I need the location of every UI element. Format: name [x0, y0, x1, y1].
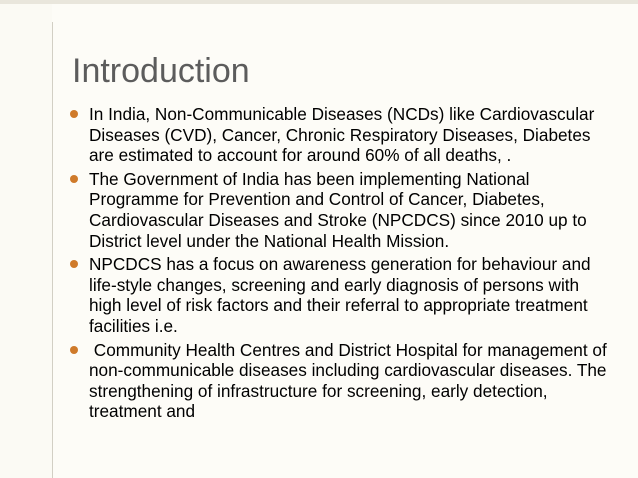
- slide-left-margin: [0, 4, 52, 478]
- bullet-dot-icon: [70, 346, 78, 354]
- bullet-text: Community Health Centres and District Hospital for management of non-communicable diseases including cardiovascular diseases. The strengthening of infrastructure for screening, early detection, treatment and: [89, 339, 612, 422]
- bullet-list: [70, 104, 610, 425]
- bullet-item: [70, 340, 610, 422]
- bullet-text: In India, Non-Communicable Diseases (NCDs) like Cardiovascular Diseases (CVD), Cancer, Chronic Respiratory Diseases, Diabetes are estimated to account for around 60% of all deaths, .: [89, 104, 595, 166]
- slide-top-border: [0, 0, 638, 4]
- slide-title: Introduction: [72, 52, 250, 90]
- bullet-text: NPCDCS has a focus on awareness generation for behaviour and life-style changes, screening and early diagnosis of persons with high level of risk factors and their referral to appropriate treatment facilities i.e.: [89, 254, 591, 336]
- bullet-dot-icon: [70, 175, 78, 183]
- bullet-item: [70, 254, 610, 336]
- bullet-dot-icon: [70, 260, 78, 268]
- slide-left-rule: [52, 22, 53, 478]
- bullet-dot-icon: [70, 110, 78, 118]
- bullet-item: [70, 169, 610, 251]
- bullet-item: [70, 104, 610, 166]
- bullet-text: The Government of India has been implementing National Programme for Prevention and Control of Cancer, Diabetes, Cardiovascular Diseases and Stroke (NPCDCS) since 2010 up to District level under the National Health Mission.: [89, 168, 587, 251]
